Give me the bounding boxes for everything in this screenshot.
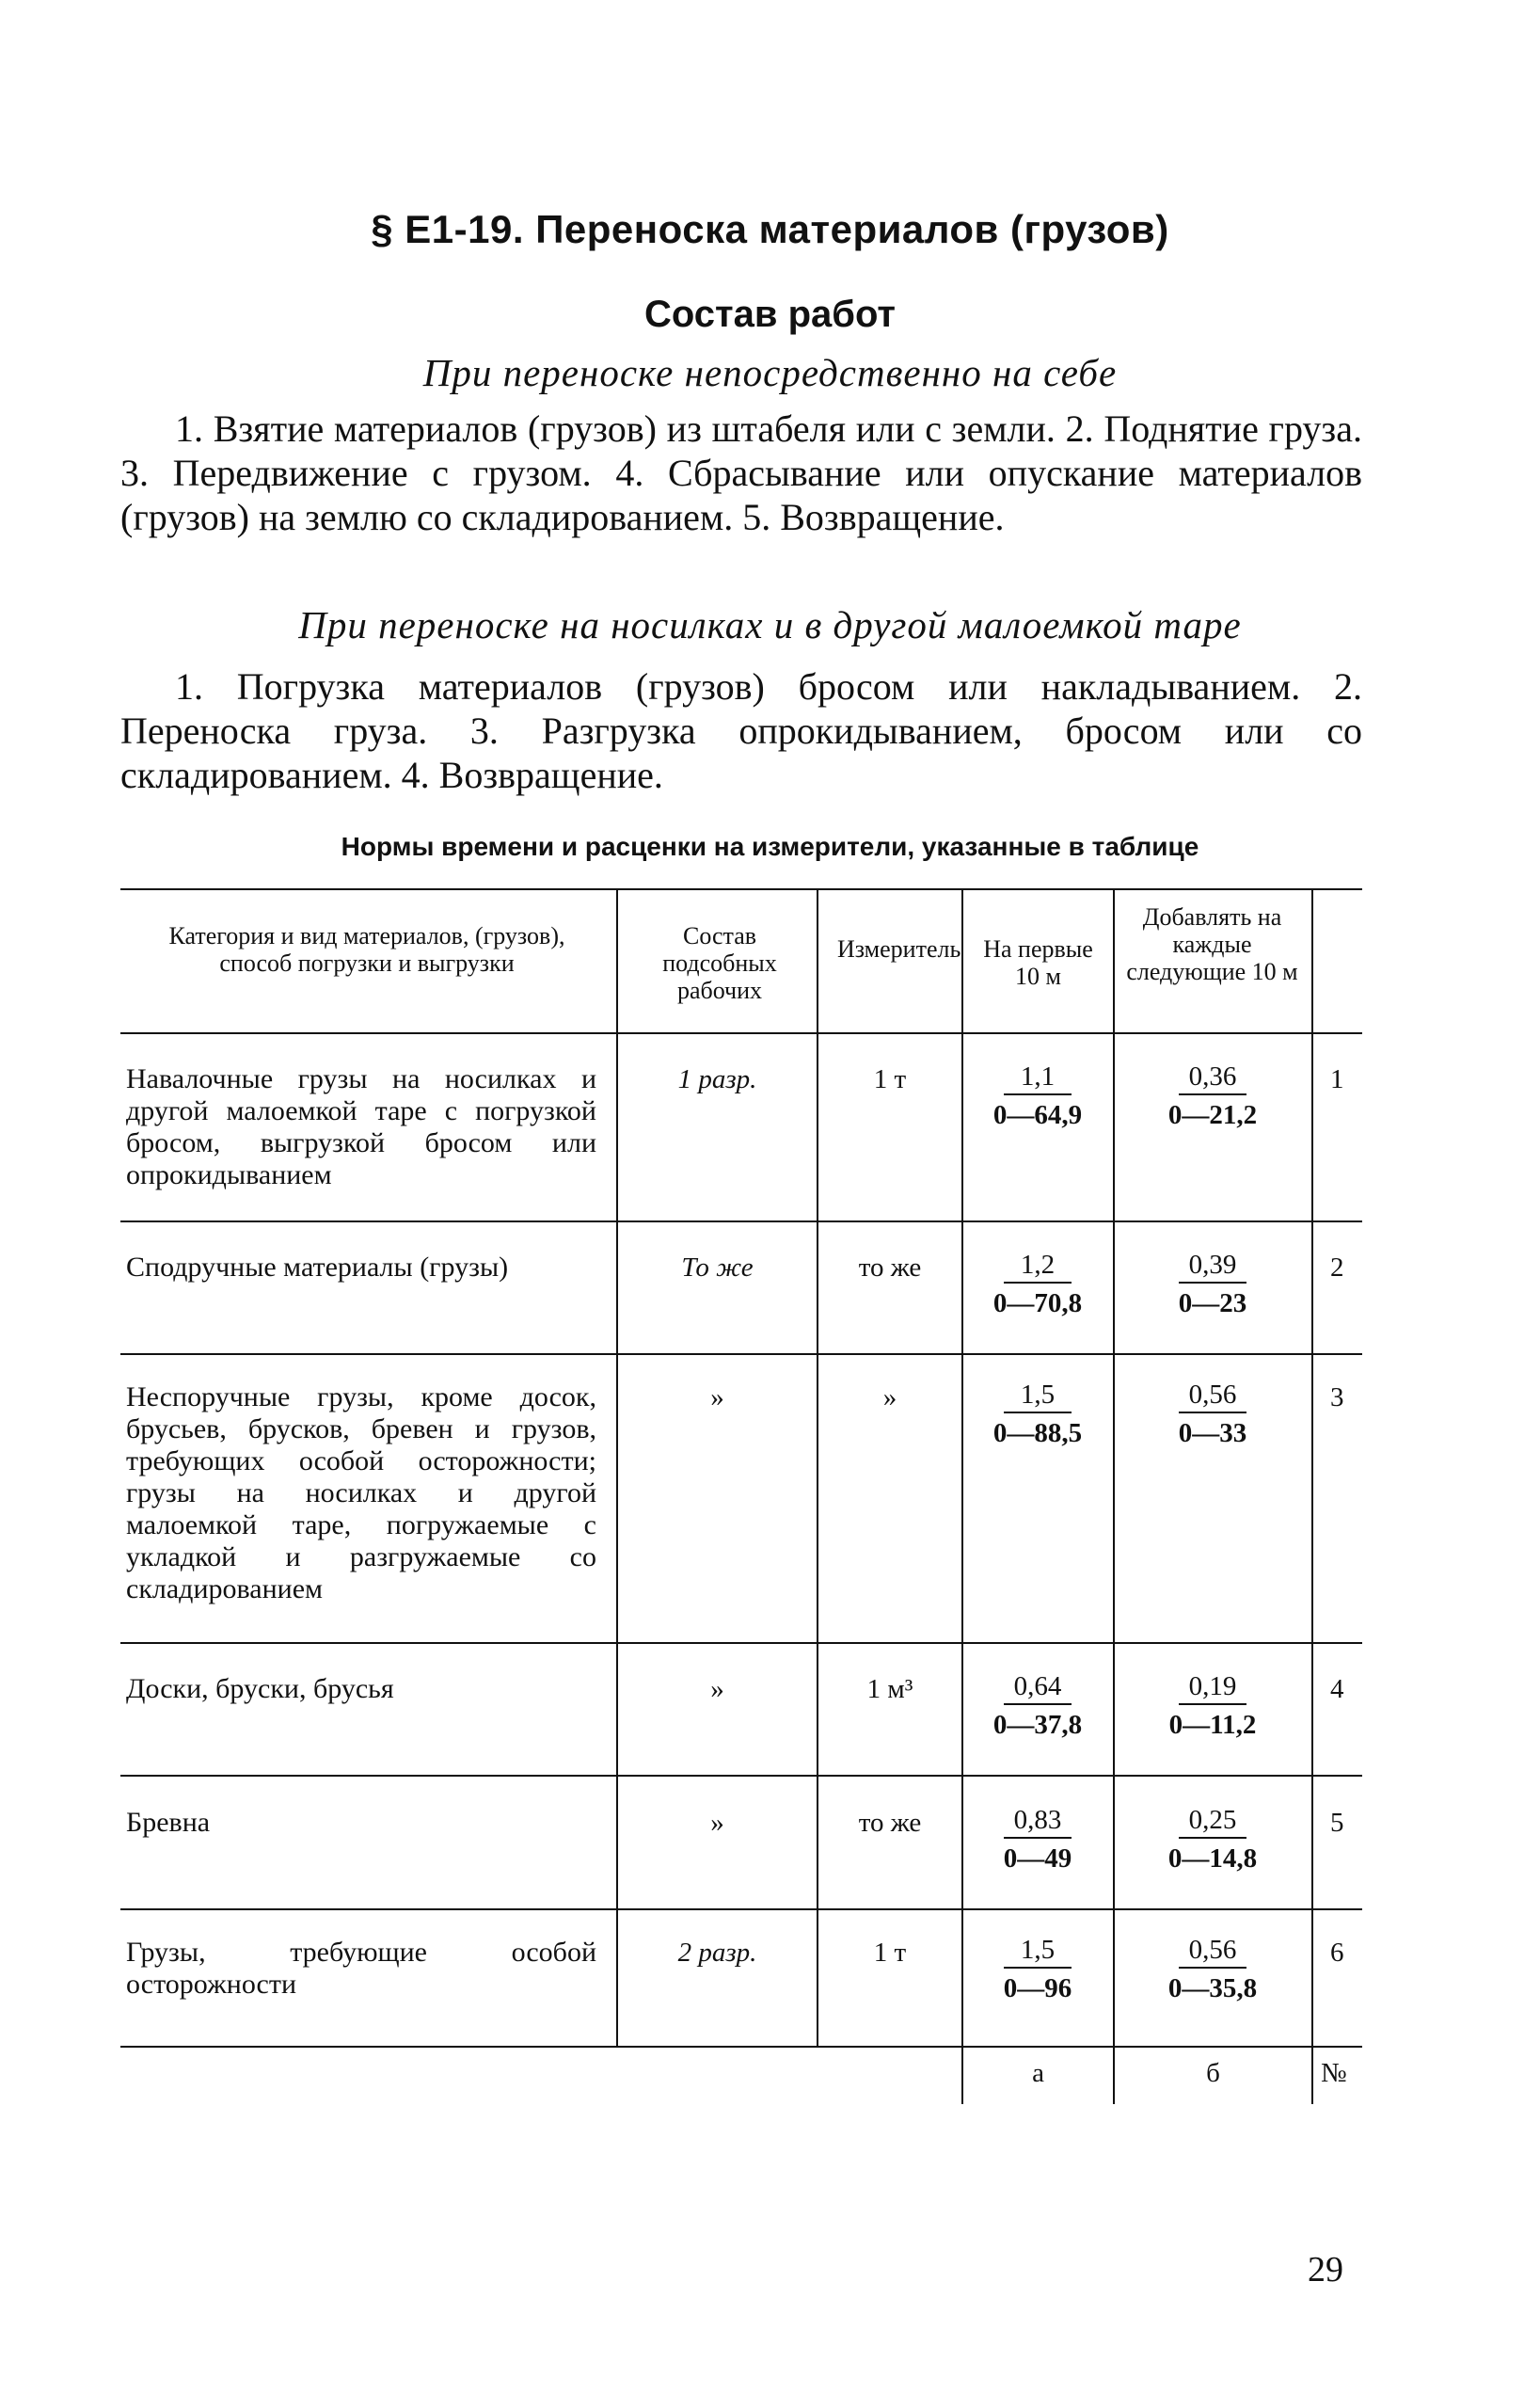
header-first: На первые 10 м bbox=[983, 935, 1093, 990]
row1-each-price: 0—21,2 bbox=[1167, 1100, 1258, 1130]
header-unit: Измеритель bbox=[837, 935, 961, 963]
header-each: Добавлять на каждые следующие 10 м bbox=[1126, 903, 1298, 985]
row-rule-4 bbox=[120, 1775, 1362, 1777]
row6-each-time: 0,56 bbox=[1179, 1935, 1246, 1969]
col-rule-1 bbox=[616, 888, 618, 2048]
row3-each-price: 0—33 bbox=[1178, 1418, 1247, 1448]
row3-number: 3 bbox=[1330, 1382, 1344, 1412]
row-rule-2 bbox=[120, 1353, 1362, 1355]
row-rule-5 bbox=[120, 1908, 1362, 1910]
col-rule-2 bbox=[817, 888, 818, 2048]
row2-first-price: 0—70,8 bbox=[992, 1288, 1083, 1318]
row2-first-norm bbox=[981, 1250, 1094, 1319]
row1-description: Навалочные грузы на носилках и другой малоемкой таре с погрузкой бросом, выгрузкой бросом или опрокидыванием bbox=[126, 1063, 596, 1190]
row5-crew: » bbox=[710, 1808, 724, 1838]
row3-first-price: 0—88,5 bbox=[992, 1418, 1083, 1448]
row3-unit: » bbox=[882, 1382, 897, 1412]
row1-each-norm bbox=[1156, 1061, 1269, 1131]
row1-each-time: 0,36 bbox=[1179, 1061, 1246, 1095]
col-rule-4 bbox=[1113, 888, 1115, 2104]
row5-unit: то же bbox=[858, 1808, 922, 1838]
row1-unit: 1 т bbox=[873, 1064, 907, 1094]
page-number: 29 bbox=[1308, 2250, 1343, 2289]
row1-crew: 1 разр. bbox=[677, 1064, 757, 1094]
row4-description: Доски, бруски, брусья bbox=[126, 1673, 394, 1704]
row5-description: Бревна bbox=[126, 1807, 211, 1838]
case2-paragraph: 1. Погрузка материалов (грузов) бросом или накладыванием. 2. Переноска груза. 3. Разгрузка опрокидыванием, бросом или со складированием. 4. Возвращение. bbox=[120, 665, 1362, 796]
row3-first-time: 1,5 bbox=[1004, 1380, 1072, 1413]
row6-unit: 1 т bbox=[873, 1938, 907, 1968]
case2-heading: При переноске на носилках и в другой малоемкой таре bbox=[298, 603, 1242, 646]
row2-each-time: 0,39 bbox=[1179, 1250, 1246, 1284]
row3-each-time: 0,56 bbox=[1179, 1380, 1246, 1413]
row5-each-price: 0—14,8 bbox=[1167, 1843, 1258, 1874]
row6-number: 6 bbox=[1330, 1938, 1344, 1968]
row-rule-3 bbox=[120, 1642, 1362, 1644]
row6-crew: 2 разр. bbox=[677, 1938, 757, 1968]
row-rule-1 bbox=[120, 1220, 1362, 1222]
row1-first-time: 1,1 bbox=[1004, 1061, 1072, 1095]
row6-each-price: 0—35,8 bbox=[1167, 1973, 1258, 2003]
row4-each-norm bbox=[1156, 1671, 1269, 1741]
row1-first-price: 0—64,9 bbox=[992, 1100, 1083, 1130]
row3-description: Неспоручные грузы, кроме досок, брусьев, брусков, бревен и грузов, требующих особой осторожности; грузы на носилках и другой малоемкой таре, погружаемые с укладкой и разгружаемые со складированием bbox=[126, 1381, 596, 1604]
row3-each-norm bbox=[1156, 1380, 1269, 1449]
row1-first-norm bbox=[981, 1061, 1094, 1131]
col-rule-5 bbox=[1311, 888, 1313, 2104]
case2-text bbox=[120, 664, 1362, 797]
row3-first-norm bbox=[981, 1380, 1094, 1449]
row5-first-price: 0—49 bbox=[1003, 1843, 1072, 1874]
col-rule-3 bbox=[961, 888, 963, 2104]
row2-unit: то же bbox=[858, 1252, 922, 1283]
row4-unit: 1 м³ bbox=[866, 1674, 913, 1704]
row5-first-time: 0,83 bbox=[1004, 1805, 1072, 1839]
case1-text bbox=[120, 407, 1362, 539]
header-category: Категория и вид материалов, (грузов), способ погрузки и выгрузки bbox=[168, 922, 565, 977]
row6-first-norm bbox=[981, 1935, 1094, 2004]
case1-paragraph: 1. Взятие материалов (грузов) из штабеля или с земли. 2. Поднятие груза. 3. Передвижение с грузом. 4. Сбрасывание или опускание материалов (грузов) на землю со складированием. 5. Возвращение. bbox=[120, 407, 1362, 538]
table-bottom-rule bbox=[120, 2046, 1362, 2048]
header-crew: Состав подсобных рабочих bbox=[662, 922, 777, 1004]
row4-number: 4 bbox=[1330, 1674, 1344, 1704]
row4-first-norm bbox=[981, 1671, 1094, 1741]
row6-first-price: 0—96 bbox=[1003, 1973, 1072, 2003]
case1-heading: При переноске непосредственно на себе bbox=[422, 351, 1118, 394]
row1-number: 1 bbox=[1330, 1064, 1344, 1094]
row2-first-time: 1,2 bbox=[1004, 1250, 1072, 1284]
section-title: § E1-19. Переноска материалов (грузов) bbox=[371, 207, 1169, 251]
row5-each-time: 0,25 bbox=[1179, 1805, 1246, 1839]
row2-each-norm bbox=[1156, 1250, 1269, 1319]
row6-each-norm bbox=[1156, 1935, 1269, 2004]
norms-heading: Нормы времени и расценки на измерители, указанные в таблице bbox=[341, 832, 1199, 861]
footer-col-number: № bbox=[1321, 2058, 1347, 2088]
row6-description: Грузы, требующие особой осторожности bbox=[126, 1937, 596, 2000]
table-top-rule bbox=[120, 888, 1362, 890]
row5-first-norm bbox=[981, 1805, 1094, 1875]
row4-first-price: 0—37,8 bbox=[992, 1710, 1083, 1740]
footer-col-a: а bbox=[1032, 2058, 1044, 2088]
row2-each-price: 0—23 bbox=[1178, 1288, 1247, 1318]
row4-each-price: 0—11,2 bbox=[1168, 1710, 1257, 1740]
row2-description: Сподручные материалы (грузы) bbox=[126, 1252, 509, 1283]
row5-each-norm bbox=[1156, 1805, 1269, 1875]
footer-col-b: б bbox=[1206, 2058, 1220, 2088]
row4-each-time: 0,19 bbox=[1179, 1671, 1246, 1705]
composition-heading: Состав работ bbox=[644, 294, 896, 335]
row2-number: 2 bbox=[1330, 1252, 1344, 1283]
row4-first-time: 0,64 bbox=[1004, 1671, 1072, 1705]
row4-crew: » bbox=[710, 1674, 724, 1704]
row5-number: 5 bbox=[1330, 1808, 1344, 1838]
row6-first-time: 1,5 bbox=[1004, 1935, 1072, 1969]
row3-crew: » bbox=[710, 1382, 724, 1412]
row2-crew: То же bbox=[681, 1252, 754, 1283]
header-bottom-rule bbox=[120, 1032, 1362, 1034]
